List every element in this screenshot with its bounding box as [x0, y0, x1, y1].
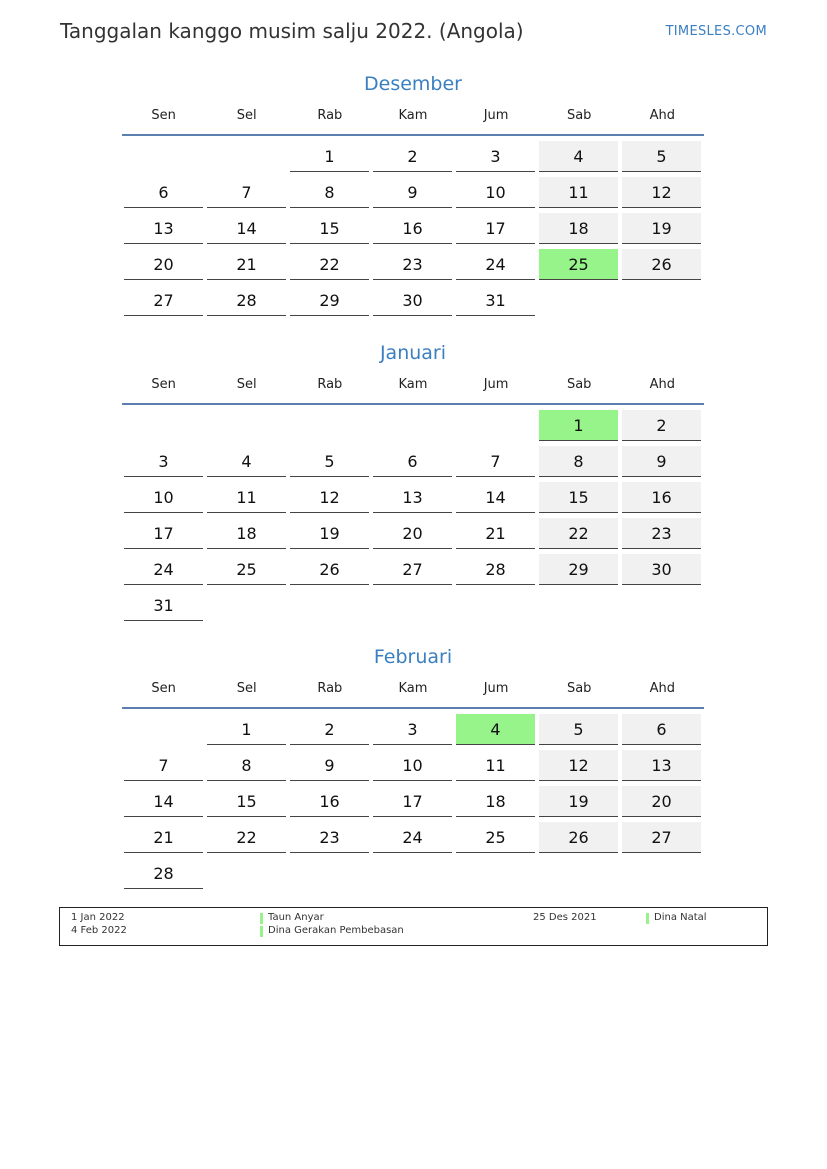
- day-cell: 16: [622, 482, 701, 513]
- empty-day-cell: [539, 285, 618, 316]
- day-cell: 13: [124, 213, 203, 244]
- day-cell: 6: [373, 446, 452, 477]
- day-cell: 9: [622, 446, 701, 477]
- holiday-legend: [59, 907, 768, 946]
- weekday-label: Sab: [566, 108, 592, 123]
- day-cell: 12: [290, 482, 369, 513]
- empty-day-cell: [373, 590, 452, 621]
- empty-day-cell: [124, 141, 203, 172]
- day-cell: 9: [373, 177, 452, 208]
- empty-day-cell: [207, 858, 286, 889]
- day-cell: 11: [456, 750, 535, 781]
- weekday-label: Sen: [151, 377, 176, 392]
- weekday-label: Sel: [236, 108, 257, 123]
- weekday-label: Rab: [317, 377, 343, 392]
- day-cell: 13: [622, 750, 701, 781]
- week-row: [122, 553, 704, 589]
- day-cell: 13: [373, 482, 452, 513]
- legend-row: [60, 912, 767, 926]
- day-cell: 30: [622, 554, 701, 585]
- day-cell: 25: [456, 822, 535, 853]
- legend-date: 4 Feb 2022: [71, 925, 127, 936]
- page-title: Tanggalan kanggo musim salju 2022. (Angola): [60, 19, 524, 43]
- weekday-label: Sel: [236, 681, 257, 696]
- empty-day-cell: [373, 858, 452, 889]
- day-cell: 10: [124, 482, 203, 513]
- month-name: Desember: [364, 73, 462, 95]
- week-row: [122, 248, 704, 284]
- day-cell: 23: [290, 822, 369, 853]
- week-row: [122, 517, 704, 553]
- week-row: [122, 176, 704, 212]
- day-cell: 4: [207, 446, 286, 477]
- empty-day-cell: [207, 141, 286, 172]
- holiday-day-cell: 25: [539, 249, 618, 280]
- day-cell: 17: [124, 518, 203, 549]
- day-cell: 19: [290, 518, 369, 549]
- legend-color-marker: [260, 926, 263, 937]
- day-cell: 12: [622, 177, 701, 208]
- empty-day-cell: [622, 858, 701, 889]
- day-cell: 25: [207, 554, 286, 585]
- empty-day-cell: [207, 410, 286, 441]
- day-cell: 2: [290, 714, 369, 745]
- day-cell: 5: [622, 141, 701, 172]
- weekday-label: Kam: [398, 681, 428, 696]
- empty-day-cell: [456, 410, 535, 441]
- day-cell: 18: [207, 518, 286, 549]
- week-row: [122, 481, 704, 517]
- day-cell: 22: [539, 518, 618, 549]
- day-cell: 3: [373, 714, 452, 745]
- day-cell: 6: [622, 714, 701, 745]
- day-cell: 30: [373, 285, 452, 316]
- weekday-label: Ahd: [649, 681, 675, 696]
- week-row: [122, 749, 704, 785]
- empty-day-cell: [373, 410, 452, 441]
- weekday-label: Sel: [236, 377, 257, 392]
- week-row: [122, 713, 704, 749]
- day-cell: 28: [456, 554, 535, 585]
- day-cell: 5: [539, 714, 618, 745]
- day-cell: 20: [373, 518, 452, 549]
- week-row: [122, 857, 704, 893]
- day-cell: 19: [622, 213, 701, 244]
- day-cell: 14: [124, 786, 203, 817]
- empty-day-cell: [539, 858, 618, 889]
- empty-day-cell: [622, 285, 701, 316]
- day-cell: 18: [539, 213, 618, 244]
- day-cell: 28: [124, 858, 203, 889]
- day-cell: 10: [456, 177, 535, 208]
- empty-day-cell: [290, 858, 369, 889]
- day-cell: 11: [207, 482, 286, 513]
- day-cell: 22: [207, 822, 286, 853]
- day-cell: 31: [456, 285, 535, 316]
- weekday-label: Sab: [566, 377, 592, 392]
- day-cell: 26: [622, 249, 701, 280]
- day-cell: 1: [207, 714, 286, 745]
- day-cell: 26: [539, 822, 618, 853]
- empty-day-cell: [290, 590, 369, 621]
- day-cell: 5: [290, 446, 369, 477]
- month-name: Januari: [379, 342, 447, 364]
- week-row: [122, 212, 704, 248]
- weekday-label: Kam: [398, 108, 428, 123]
- month-block: [122, 339, 704, 625]
- empty-day-cell: [456, 858, 535, 889]
- legend-color-marker: [260, 913, 263, 924]
- day-cell: 8: [539, 446, 618, 477]
- holiday-day-cell: 1: [539, 410, 618, 441]
- day-cell: 15: [539, 482, 618, 513]
- empty-day-cell: [539, 590, 618, 621]
- day-cell: 24: [373, 822, 452, 853]
- weekday-label: Ahd: [649, 377, 675, 392]
- day-cell: 15: [290, 213, 369, 244]
- weekday-label: Jum: [483, 377, 509, 392]
- empty-day-cell: [207, 590, 286, 621]
- month-block: [122, 70, 704, 320]
- day-cell: 2: [373, 141, 452, 172]
- holiday-day-cell: 4: [456, 714, 535, 745]
- empty-day-cell: [124, 410, 203, 441]
- site-link[interactable]: TIMESLES.COM: [665, 24, 767, 39]
- day-cell: 7: [456, 446, 535, 477]
- weekday-header: [122, 375, 704, 405]
- week-row: [122, 140, 704, 176]
- day-cell: 4: [539, 141, 618, 172]
- day-cell: 22: [290, 249, 369, 280]
- empty-day-cell: [622, 590, 701, 621]
- day-cell: 8: [207, 750, 286, 781]
- day-cell: 27: [373, 554, 452, 585]
- day-cell: 3: [124, 446, 203, 477]
- empty-day-cell: [456, 590, 535, 621]
- weekday-label: Jum: [483, 108, 509, 123]
- week-row: [122, 785, 704, 821]
- empty-day-cell: [124, 714, 203, 745]
- month-name: Februari: [373, 646, 453, 668]
- day-cell: 14: [207, 213, 286, 244]
- day-cell: 20: [124, 249, 203, 280]
- day-cell: 16: [290, 786, 369, 817]
- day-cell: 12: [539, 750, 618, 781]
- legend-holiday-name: Taun Anyar: [268, 912, 324, 923]
- empty-day-cell: [290, 410, 369, 441]
- day-cell: 29: [539, 554, 618, 585]
- day-cell: 15: [207, 786, 286, 817]
- day-cell: 16: [373, 213, 452, 244]
- day-cell: 17: [373, 786, 452, 817]
- legend-holiday-name: Dina Gerakan Pembebasan: [268, 925, 404, 936]
- day-cell: 31: [124, 590, 203, 621]
- weekday-header: [122, 106, 704, 136]
- day-cell: 7: [124, 750, 203, 781]
- month-block: [122, 643, 704, 893]
- legend-date: 25 Des 2021: [533, 912, 597, 923]
- day-cell: 27: [124, 285, 203, 316]
- day-cell: 21: [456, 518, 535, 549]
- legend-holiday-name: Dina Natal: [654, 912, 707, 923]
- week-row: [122, 821, 704, 857]
- day-cell: 9: [290, 750, 369, 781]
- legend-row: [60, 925, 767, 939]
- legend-color-marker: [646, 913, 649, 924]
- weekday-header: [122, 679, 704, 709]
- weekday-label: Ahd: [649, 108, 675, 123]
- day-cell: 19: [539, 786, 618, 817]
- day-cell: 21: [207, 249, 286, 280]
- day-cell: 7: [207, 177, 286, 208]
- weekday-label: Jum: [483, 681, 509, 696]
- day-cell: 17: [456, 213, 535, 244]
- weekday-label: Rab: [317, 108, 343, 123]
- weekday-label: Rab: [317, 681, 343, 696]
- day-cell: 6: [124, 177, 203, 208]
- day-cell: 14: [456, 482, 535, 513]
- day-cell: 21: [124, 822, 203, 853]
- weekday-label: Kam: [398, 377, 428, 392]
- day-cell: 29: [290, 285, 369, 316]
- day-cell: 24: [456, 249, 535, 280]
- day-cell: 28: [207, 285, 286, 316]
- day-cell: 11: [539, 177, 618, 208]
- week-row: [122, 409, 704, 445]
- week-row: [122, 445, 704, 481]
- weekday-label: Sab: [566, 681, 592, 696]
- day-cell: 1: [290, 141, 369, 172]
- week-row: [122, 589, 704, 625]
- weekday-label: Sen: [151, 681, 176, 696]
- weekday-label: Sen: [151, 108, 176, 123]
- day-cell: 3: [456, 141, 535, 172]
- day-cell: 24: [124, 554, 203, 585]
- day-cell: 26: [290, 554, 369, 585]
- day-cell: 20: [622, 786, 701, 817]
- day-cell: 18: [456, 786, 535, 817]
- day-cell: 10: [373, 750, 452, 781]
- day-cell: 23: [373, 249, 452, 280]
- legend-date: 1 Jan 2022: [71, 912, 125, 923]
- day-cell: 2: [622, 410, 701, 441]
- day-cell: 23: [622, 518, 701, 549]
- week-row: [122, 284, 704, 320]
- day-cell: 8: [290, 177, 369, 208]
- day-cell: 27: [622, 822, 701, 853]
